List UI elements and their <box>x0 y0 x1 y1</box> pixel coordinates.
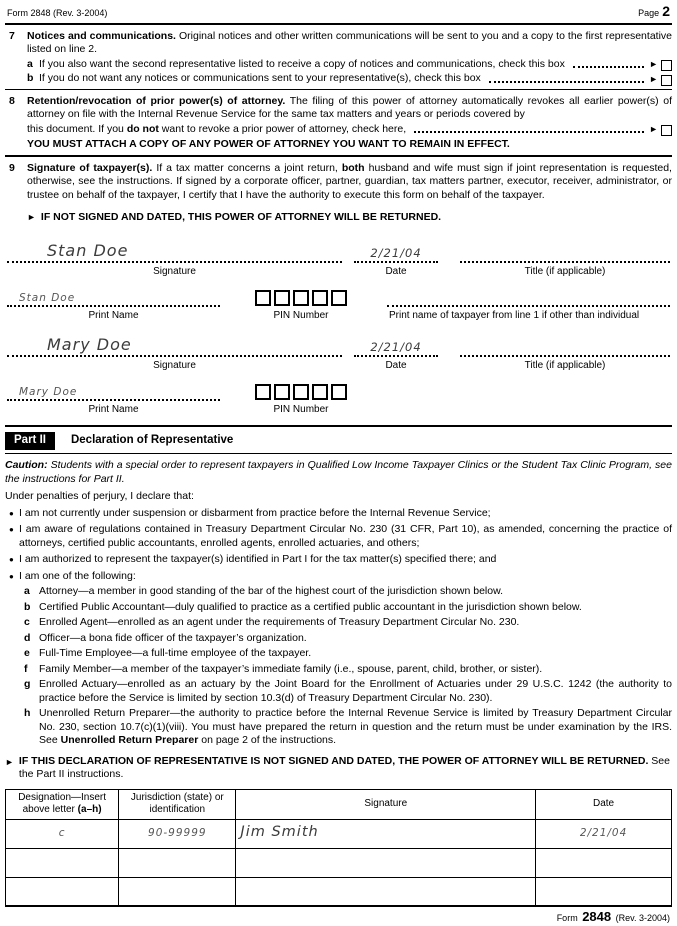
signature-label: Signature <box>153 359 196 371</box>
bullet-icon: ● <box>9 508 14 518</box>
date-label: Date <box>385 359 407 371</box>
line-7b <box>27 72 672 86</box>
title-label: Title (if applicable) <box>524 359 606 371</box>
line-8-text: this document. If you do not want to revoke a prior power of attorney, check here, <box>27 122 407 135</box>
declaration-item-g: g Enrolled Actuary—enrolled as an actuary by the Joint Board for the Enrollment of Actuaries under 29 U.S.C. 1242 (the authority to practice before the Service is limited by section 10.3(d) of Treasury Department Circular No. 230). <box>24 678 672 704</box>
section-7-notices <box>5 30 672 86</box>
col-header-date: Date <box>536 789 672 819</box>
jurisdiction-cell[interactable] <box>119 877 236 906</box>
pin-box[interactable] <box>274 290 290 306</box>
table-row <box>6 819 672 848</box>
line-letter: a <box>27 57 33 70</box>
blank-spacer <box>387 395 670 417</box>
date-cell[interactable] <box>536 848 672 877</box>
print-name-value: Mary Doe <box>19 386 78 398</box>
dot-leader <box>489 81 644 83</box>
title-label: Title (if applicable) <box>524 265 606 277</box>
designation-cell[interactable] <box>6 877 119 906</box>
designation-cell[interactable] <box>6 848 119 877</box>
pin-box[interactable] <box>312 290 328 306</box>
designation-cell[interactable]: c <box>6 819 119 848</box>
declaration-item-h: h Unenrolled Return Preparer—the authority to practice before the Internal Revenue Service is limited by Treasury Department Circular No. 230, section 10.7(c)(1)(viii). You must have prepared the return in question and the return must be under examination by the IRS. See Unenrolled Return Preparer on page 2 of the instructions. <box>24 707 672 746</box>
date-field[interactable] <box>354 337 438 373</box>
table-row <box>6 877 672 906</box>
declaration-bullet: ● I am one of the following: <box>5 570 672 584</box>
divider <box>5 155 672 157</box>
declaration-item-e: e Full-Time Employee—a full-time employee of the taxpayer. <box>24 647 312 659</box>
pin-field <box>242 384 360 417</box>
section-9-body: Signature of taxpayer(s). If a tax matter concerns a joint return, both husband and wife must sign if joint representation is requested, otherwise, see the instructions. If signed by a corporate officer, partner, guardian, tax matters partner, executor, receiver, administrator, or trustee on behalf of the taxpayer, I certify that I have the authority to execute this form on behalf of the taxpayer. <box>27 161 672 201</box>
section-9-signature <box>5 162 672 203</box>
bullet-icon: ● <box>9 571 14 581</box>
line-7b-text: If you do not want any notices or communications sent to your representative(s), check this box <box>39 72 481 84</box>
arrowhead-icon: ► <box>5 756 14 767</box>
page-indicator <box>638 5 670 21</box>
signature-field[interactable] <box>7 241 342 279</box>
section-number: 7 <box>9 29 15 42</box>
date-cell[interactable] <box>536 877 672 906</box>
part-2-title: Declaration of Representative <box>70 434 234 446</box>
section-number: 8 <box>9 94 15 107</box>
date-field[interactable] <box>354 243 438 279</box>
not-signed-notice: ► IF NOT SIGNED AND DATED, THIS POWER OF ATTORNEY WILL BE RETURNED. <box>27 211 442 223</box>
footer-form-label: Form <box>556 913 578 923</box>
declaration-item-f: f Family Member—a member of the taxpayer’s immediate family (i.e., spouse, parent, child, brother, or sister). <box>24 662 543 675</box>
pin-number-label: PIN Number <box>273 404 329 415</box>
taxpayer-signature-block-2 <box>7 335 670 417</box>
checkbox-8[interactable] <box>661 125 672 136</box>
print-name-field[interactable] <box>7 287 220 323</box>
page-number: 2 <box>662 3 670 19</box>
bullet-icon: ● <box>9 525 14 534</box>
declaration-item-b: b Certified Public Accountant—duly qualified to practice as a certified public accountant in the jurisdiction shown below. <box>24 600 582 613</box>
jurisdiction-cell[interactable] <box>119 848 236 877</box>
part-2-header <box>5 429 672 455</box>
pin-box[interactable] <box>331 290 347 306</box>
jurisdiction-cell[interactable]: 90-99999 <box>119 819 236 848</box>
table-header-row <box>6 789 672 819</box>
divider <box>5 23 672 25</box>
signature-cell[interactable] <box>236 877 536 906</box>
date-label: Date <box>385 265 407 277</box>
caution-note: Caution: Students with a special order to represent taxpayers in Qualified Low Income Taxpayer Clinics or the Student Tax Clinic Program, see the instructions for Part II. <box>5 459 672 485</box>
signature-value: Mary Doe <box>47 334 132 354</box>
declaration-item-a: a Attorney—a member in good standing of the bar of the highest court of the jurisdiction shown below. <box>24 585 504 597</box>
pin-field <box>242 290 360 323</box>
arrowhead-icon: ► <box>27 212 36 222</box>
declaration-bullet: ● I am aware of regulations contained in Treasury Department Circular No. 230 (31 CFR, Part 10), as amended, concerning the practice of attorneys, certified public accountants, enrolled agents, enrolled actuaries, and others; <box>5 523 672 550</box>
form-id: Form 2848 (Rev. 3-2004) <box>7 8 108 18</box>
section-7-body: Notices and communications. Original notices and other written communications will be sent to you and a copy to the first representative listed on line 2. <box>27 29 672 55</box>
table-row <box>6 848 672 877</box>
section-number: 9 <box>9 161 15 174</box>
print-other-field[interactable] <box>387 287 670 323</box>
date-cell[interactable]: 2/21/04 <box>536 819 672 848</box>
pin-number-label: PIN Number <box>273 310 329 321</box>
print-other-label: Print name of taxpayer from line 1 if other than individual <box>389 310 640 321</box>
pin-box[interactable] <box>293 384 309 400</box>
representative-table <box>5 789 672 908</box>
part-2-badge: Part II <box>5 432 55 451</box>
checkbox-7a[interactable] <box>661 60 672 71</box>
arrowhead-icon: ► <box>649 73 658 84</box>
line-letter: b <box>27 72 34 84</box>
signature-value: Stan Doe <box>47 240 129 260</box>
declaration-bullet: ● I am not currently under suspension or disbarment from practice before the Internal Revenue Service; <box>5 507 672 521</box>
print-name-value: Stan Doe <box>19 292 76 304</box>
section-8-retention <box>5 95 672 152</box>
declaration-bullet: ● I am authorized to represent the taxpayer(s) identified in Part I for the tax matter(s) specified there; and <box>5 553 672 567</box>
line-7a <box>27 58 672 72</box>
date-value: 2/21/04 <box>370 245 422 260</box>
section-8-body: Retention/revocation of prior power(s) of attorney. The filing of this power of attorney automatically revokes all earlier power(s) of attorney on file with the Internal Revenue Service for the same tax matters and years or periods covered by <box>27 94 672 120</box>
pin-box[interactable] <box>274 384 290 400</box>
declaration-return-notice: ► IF THIS DECLARATION OF REPRESENTATIVE IS NOT SIGNED AND DATED, THE POWER OF ATTORNEY WILL BE RETURNED. See the Part II instructions. <box>5 754 670 780</box>
line-7a-text: If you also want the second representative listed to receive a copy of notices and communications, check this box <box>39 57 565 70</box>
section-8-warning: YOU MUST ATTACH A COPY OF ANY POWER OF ATTORNEY YOU WANT TO REMAIN IN EFFECT. <box>27 138 510 150</box>
footer-form-number: 2848 <box>582 909 612 924</box>
title-field[interactable] <box>460 337 670 373</box>
bullet-icon: ● <box>9 555 14 564</box>
declaration-item-c: c Enrolled Agent—enrolled as an agent under the requirements of Treasury Department Circular No. 230. <box>24 616 520 628</box>
pin-box[interactable] <box>255 384 271 400</box>
pin-box[interactable] <box>312 384 328 400</box>
page-label: Page <box>638 8 660 18</box>
page-header <box>5 4 672 23</box>
signature-label: Signature <box>153 265 196 277</box>
checkbox-7b[interactable] <box>661 75 672 86</box>
page-footer <box>5 907 672 926</box>
pin-box[interactable] <box>255 290 271 306</box>
print-name-label: Print Name <box>88 310 139 321</box>
print-name-label: Print Name <box>88 404 139 415</box>
footer-revision: (Rev. 3-2004) <box>615 913 670 923</box>
date-value: 2/21/04 <box>370 339 422 354</box>
perjury-intro: Under penalties of perjury, I declare that: <box>5 490 194 502</box>
print-name-field[interactable] <box>7 381 220 417</box>
dot-leader <box>573 66 644 68</box>
signature-cell[interactable] <box>236 848 536 877</box>
pin-box[interactable] <box>331 384 347 400</box>
col-header-signature: Signature <box>236 789 536 819</box>
dot-leader <box>414 131 644 133</box>
signature-cell[interactable]: Jim Smith <box>236 819 536 848</box>
arrowhead-icon: ► <box>649 124 658 134</box>
divider <box>5 89 672 90</box>
signature-field[interactable] <box>7 335 342 373</box>
divider <box>5 425 672 427</box>
taxpayer-signature-block-1 <box>7 241 670 323</box>
arrowhead-icon: ► <box>649 59 658 69</box>
declaration-item-d: d Officer—a bona fide officer of the taxpayer’s organization. <box>24 631 307 644</box>
col-header-designation: Designation—Insert above letter (a–h) <box>6 789 119 819</box>
col-header-jurisdiction: Jurisdiction (state) or identification <box>119 789 236 819</box>
title-field[interactable] <box>460 243 670 279</box>
line-8-check-here <box>27 123 672 137</box>
pin-box[interactable] <box>293 290 309 306</box>
